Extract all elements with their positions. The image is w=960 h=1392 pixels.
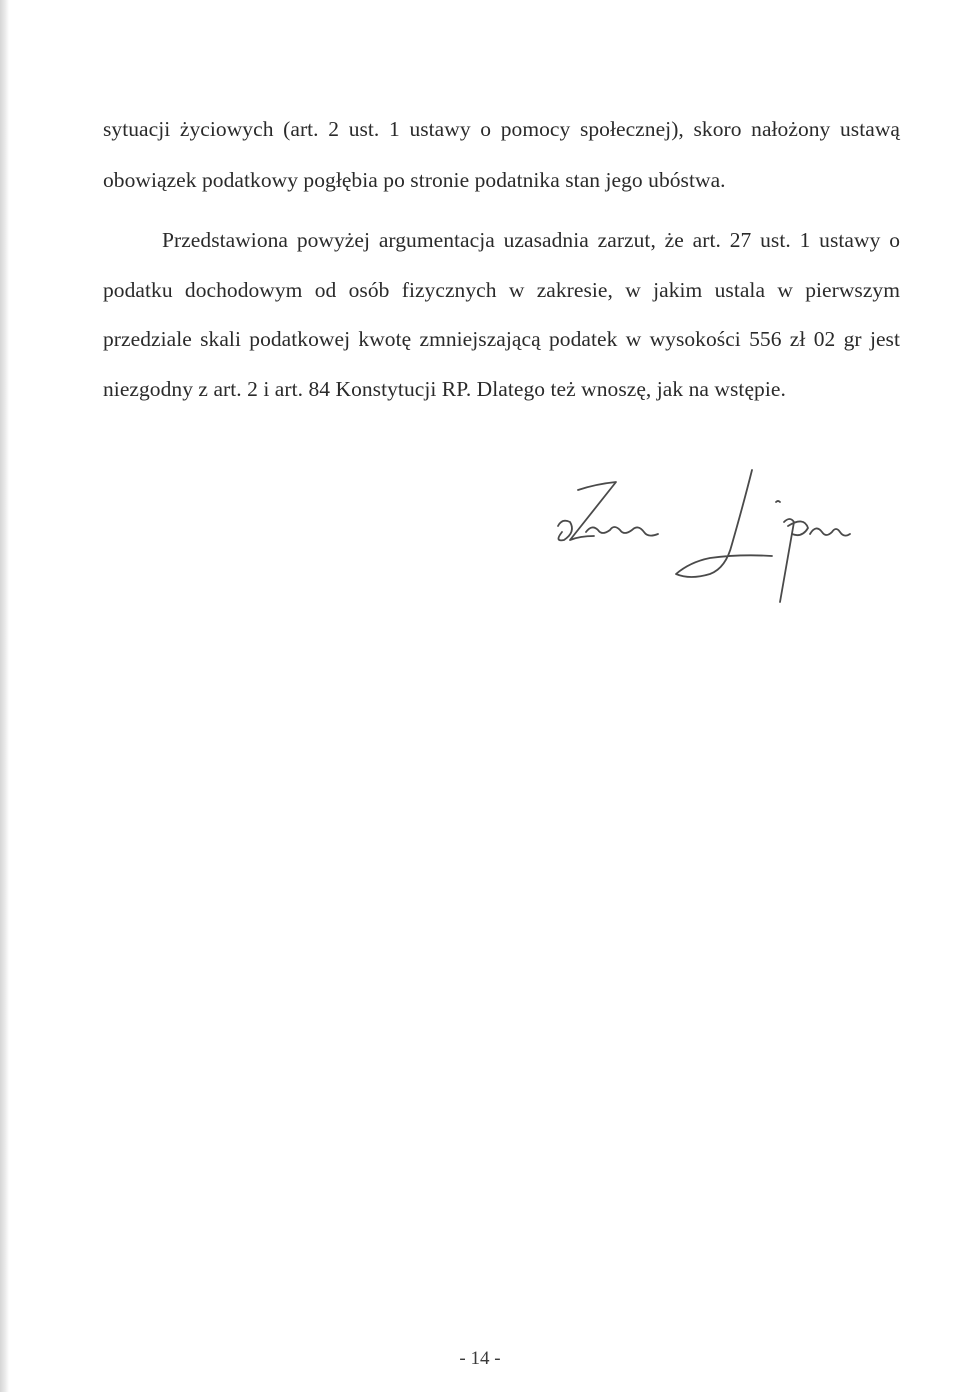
text-line-5: przedziale skali podatkowej kwotę zmniejszającą podatek w wysokości 556 zł 02 gr jest — [103, 327, 900, 351]
handwritten-signature — [540, 462, 860, 612]
scan-edge-shadow — [0, 0, 9, 1392]
text-line-4: podatku dochodowym od osób fizycznych w zakresie, w jakim ustala w pierwszym — [103, 278, 900, 302]
text-line-2: obowiązek podatkowy pogłębia po stronie podatnika stan jego ubóstwa. — [103, 168, 726, 192]
text-line-3-indented: Przedstawiona powyżej argumentacja uzasadnia zarzut, że art. 27 ust. 1 ustawy o — [162, 228, 900, 252]
page-number: - 14 - — [459, 1348, 501, 1369]
text-line-6: niezgodny z art. 2 i art. 84 Konstytucji RP. Dlatego też wnoszę, jak na wstępie. — [103, 377, 786, 401]
text-line-1: sytuacji życiowych (art. 2 ust. 1 ustawy o pomocy społecznej), skoro nałożony ustawą — [103, 117, 900, 141]
